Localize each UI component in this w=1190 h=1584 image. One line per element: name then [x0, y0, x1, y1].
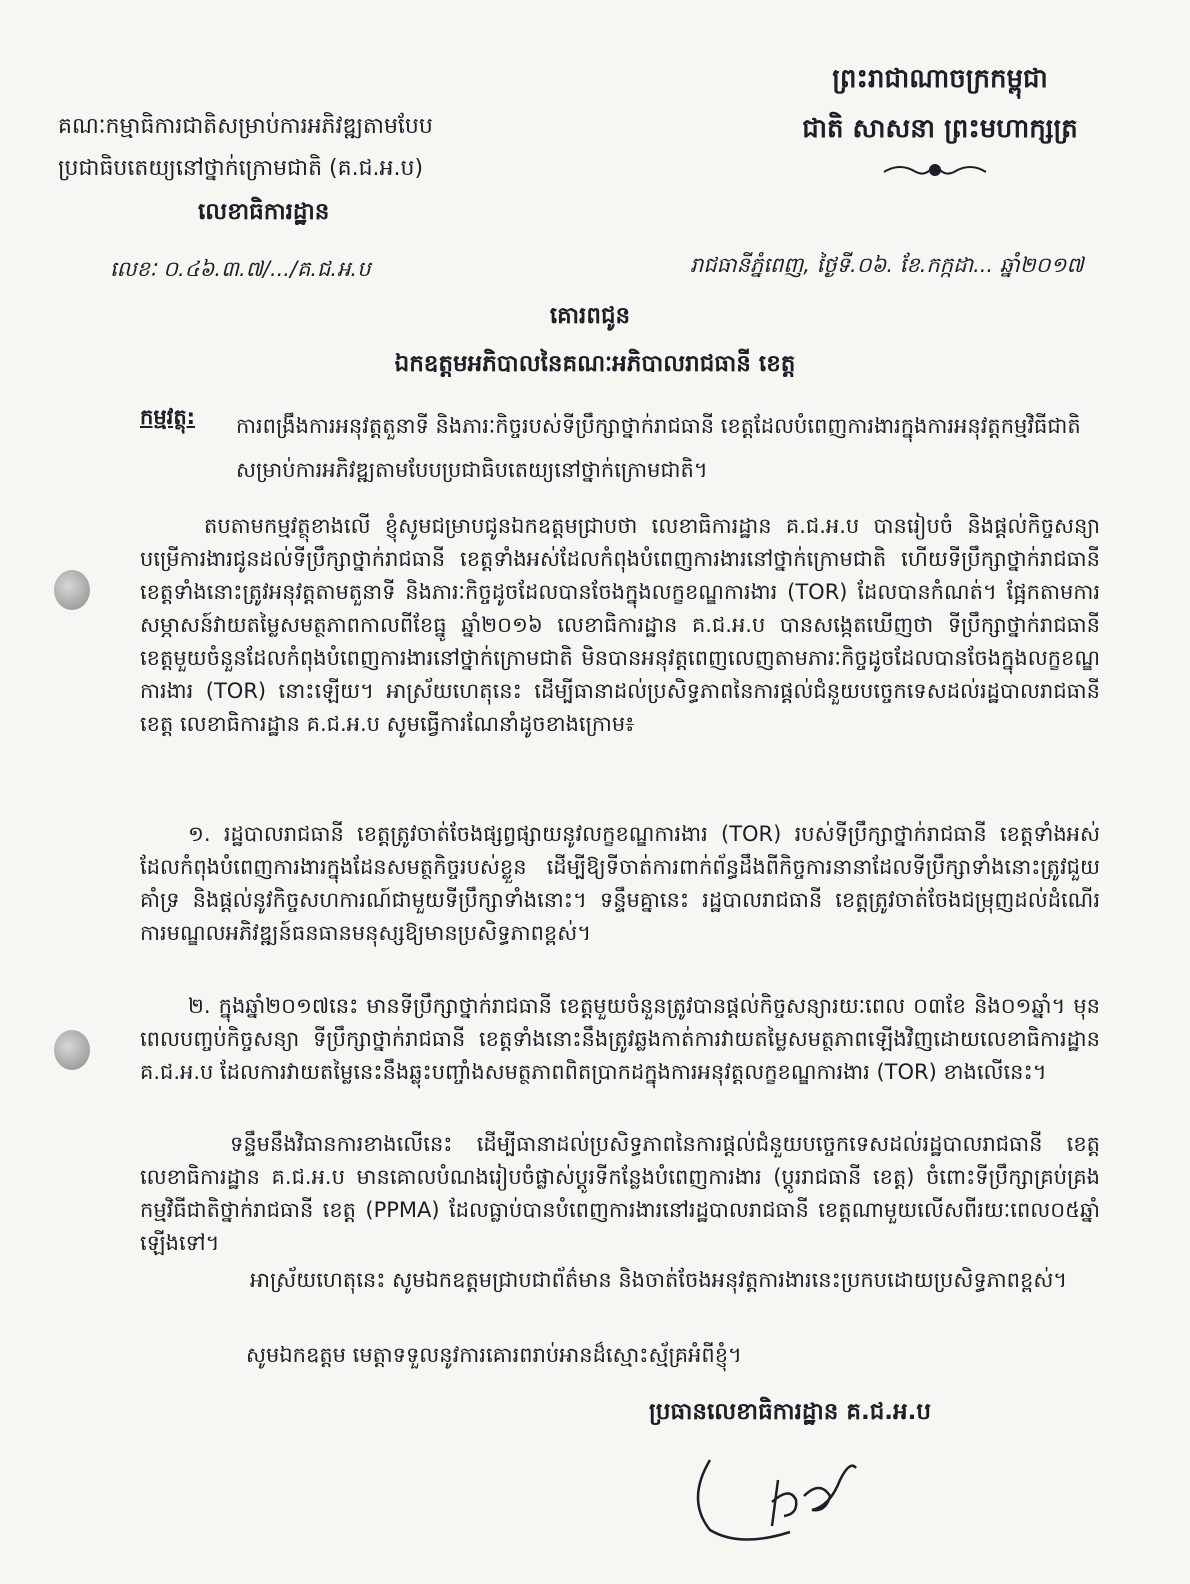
ornament-icon [880, 158, 990, 182]
punch-hole [54, 1030, 90, 1070]
salutation-to: គោរពជូន [549, 303, 631, 329]
reference-number: លេខៈ ០.៤៦.៣.៧/.../គ.ជ.អ.ប [110, 257, 371, 281]
organization-name-line1: គណៈកម្មាធិការជាតិសម្រាប់ការអភិវឌ្ឍតាមបែប [58, 114, 433, 139]
national-motto: ជាតិ សាសនា ព្រះមហាក្សត្រ [802, 114, 1078, 144]
punch-hole [54, 570, 90, 610]
recipient: ឯកឧត្តមអភិបាលនៃគណៈអភិបាលរាជធានី ខេត្ត [394, 351, 796, 377]
body-paragraph-2: ១. រដ្ឋបាលរាជធានី ខេត្តត្រូវចាត់ចែងផ្សព្វផ្សាយនូវលក្ខខណ្ឌការងារ (TOR) របស់ទីប្រឹក្សាថ្នាក់រាជធានី ខេត្តទាំងអស់ដែលកំពុងបំពេញការងារក្នុងដែនសមត្ថកិច្ចរបស់ខ្លួន ដើម្បីឱ្យទីចាត់ការពាក់ព័ន្ធដឹងពីកិច្ចការនានាដែលទីប្រឹក្សាទាំងនោះត្រូវជួយគាំទ្រ និងផ្តល់នូវកិច្ចសហការណ៍ជាមួយទីប្រឹក្សាទាំងនោះ។ ទន្ទឹមគ្នានេះ រដ្ឋបាលរាជធានី ខេត្តត្រូវចាត់ចែងជម្រុញដល់ដំណើរការមណ្ឌលអភិវឌ្ឍន៍ធនធានមនុស្សឱ្យមានប្រសិទ្ធភាពខ្ពស់។ [140, 822, 1100, 945]
secretariat-label: លេខាធិការដ្ឋាន [198, 199, 330, 225]
body-paragraph-1: តបតាមកម្មវត្ថុខាងលើ ខ្ញុំសូមជម្រាបជូនឯកឧត្តមជ្រាបថា លេខាធិការដ្ឋាន គ.ជ.អ.ប បានរៀបចំ និងផ្តល់កិច្ចសន្យាបម្រើការងារជូនដល់ទីប្រឹក្សាថ្នាក់រាជធានី ខេត្តទាំងអស់ដែលកំពុងបំពេញការងារនៅថ្នាក់ក្រោមជាតិ ហើយទីប្រឹក្សាថ្នាក់រាជធានី ខេត្តទាំងនោះត្រូវអនុវត្តតាមតួនាទី និងភារៈកិច្ចដូចដែលបានចែងក្នុងលក្ខខណ្ឌការងារ (TOR) ដែលបានកំណត់។ ផ្អែកតាមការសម្ភាសន៍វាយតម្លៃសមត្ថភាពកាលពីខែធ្នូ ឆ្នាំ២០១៦ លេខាធិការដ្ឋាន គ.ជ.អ.ប បានសង្កេតឃើញថា ទីប្រឹក្សាថ្នាក់រាជធានី ខេត្តមួយចំនួនដែលកំពុងបំពេញការងារនៅថ្នាក់ក្រោមជាតិ មិនបានអនុវត្តពេញលេញតាមភារៈកិច្ចដូចដែលបានចែងក្នុងលក្ខខណ្ឌការងារ (TOR) នោះឡើយ។ អាស្រ័យហេតុនេះ ដើម្បីធានាដល់ប្រសិទ្ធភាពនៃការផ្តល់ជំនួយបច្ចេកទេសដល់រដ្ឋបាលរាជធានី ខេត្ត លេខាធិការដ្ឋាន គ.ជ.អ.ប សូមធ្វើការណែនាំដូចខាងក្រោម៖ [140, 514, 1100, 736]
subject-label: កម្មវត្ថុ: [140, 405, 196, 429]
organization-name-line2: ប្រជាធិបតេយ្យនៅថ្នាក់ក្រោមជាតិ (គ.ជ.អ.ប) [58, 156, 424, 181]
body-paragraph-3: ២. ក្នុងឆ្នាំ២០១៧នេះ មានទីប្រឹក្សាថ្នាក់រាជធានី ខេត្តមួយចំនួនត្រូវបានផ្តល់កិច្ចសន្យារយៈពេល ០៣ខែ និង០១ឆ្នាំ។ មុនពេលបញ្ចប់កិច្ចសន្យា ទីប្រឹក្សាថ្នាក់រាជធានី ខេត្តទាំងនោះនឹងត្រូវឆ្លងកាត់ការវាយតម្លៃសមត្ថភាពឡើងវិញដោយលេខាធិការដ្ឋាន គ.ជ.អ.ប ដែលការវាយតម្លៃនេះនឹងឆ្លុះបញ្ចាំងសមត្ថភាពពិតប្រាកដក្នុងការអនុវត្តលក្ខខណ្ឌការងារ (TOR) ខាងលើនេះ។ [140, 994, 1100, 1084]
subject-text: ការពង្រឹងការអនុវត្តតួនាទី និងភារៈកិច្ចរបស់ទីប្រឹក្សាថ្នាក់រាជធានី ខេត្តដែលបំពេញការងារក្នុងការអនុវត្តកម្មវិធីជាតិសម្រាប់ការអភិវឌ្ឍតាមបែបប្រជាធិបតេយ្យនៅថ្នាក់ក្រោមជាតិ។ [236, 414, 1081, 482]
signer-title: ប្រធានលេខាធិការដ្ឋាន គ.ជ.អ.ប [649, 1399, 931, 1425]
body-paragraph-4: ទន្ទឹមនឹងវិធានការខាងលើនេះ ដើម្បីធានាដល់ប្រសិទ្ធភាពនៃការផ្តល់ជំនួយបច្ចេកទេសដល់រដ្ឋបាលរាជធានី ខេត្ត លេខាធិការដ្ឋាន គ.ជ.អ.ប មានគោលបំណងរៀបចំផ្លាស់ប្តូរទីកន្លែងបំពេញការងារ (ប្តូររាជធានី ខេត្ត) ចំពោះទីប្រឹក្សាគ្រប់គ្រងកម្មវិធីជាតិថ្នាក់រាជធានី ខេត្ត (PPMA) ដែលធ្លាប់បានបំពេញការងារនៅរដ្ឋបាលរាជធានី ខេត្តណាមួយលើសពីរយៈពេល០៥ឆ្នាំឡើងទៅ។ [140, 1132, 1100, 1255]
document-date: រាជធានីភ្នំពេញ, ថ្ងៃទី.០៦. ខែ.កក្កដា... ឆ្នាំ២០១៧ [690, 253, 1084, 277]
closing-line: សូមឯកឧត្តម មេត្តាទទួលនូវការគោរពរាប់អានដ៏ស្មោះស្ម័គ្រអំពីខ្ញុំ។ [246, 1343, 742, 1367]
handwritten-signature [680, 1440, 900, 1550]
kingdom-title: ព្រះរាជាណាចក្រកម្ពុជា [832, 64, 1048, 94]
body-paragraph-5: អាស្រ័យហេតុនេះ សូមឯកឧត្តមជ្រាបជាព័ត៌មាន និងចាត់ចែងអនុវត្តការងារនេះប្រកបដោយប្រសិទ្ធភាពខ្ពស់។ [250, 1268, 1068, 1292]
